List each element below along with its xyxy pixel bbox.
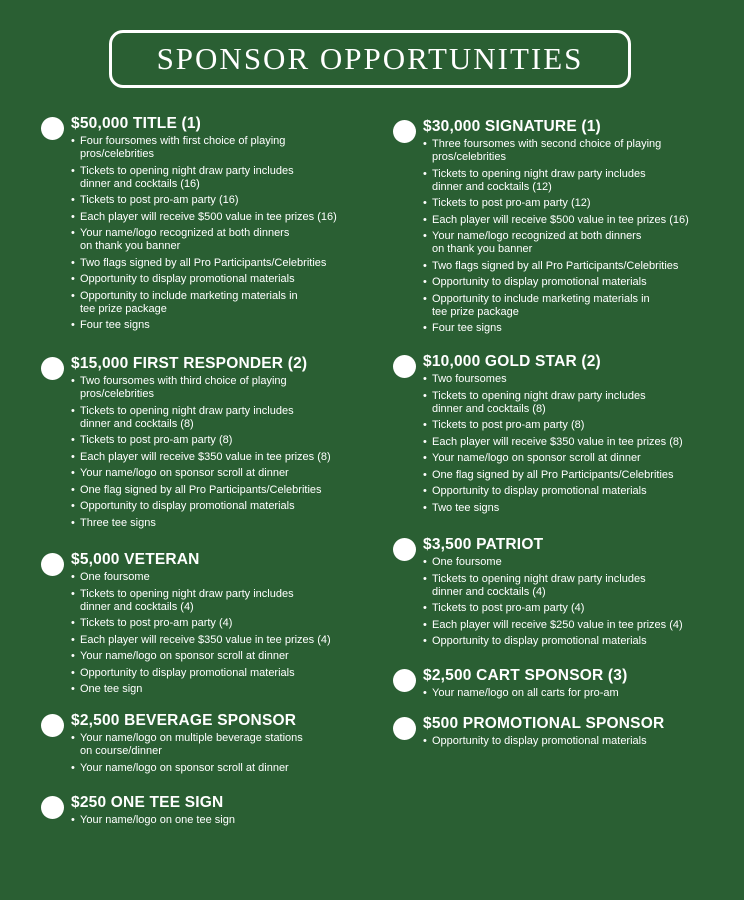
tier-heading: $10,000 GOLD STAR (2) [423,353,601,370]
tier-benefits [423,138,723,339]
benefit-item: • Tickets to opening night draw party includes dinner and cocktails (4) [71,588,371,614]
tier-benefits [71,732,371,778]
tier-benefits [71,814,371,831]
benefit-item: • Each player will receive $500 value in tee prizes (16) [71,211,371,224]
benefit-item: • Tickets to opening night draw party includes dinner and cocktails (12) [423,168,723,194]
benefit-item: • Each player will receive $350 value in tee prizes (8) [423,436,723,449]
bullet-circle-icon [393,355,416,378]
tier-heading: $50,000 TITLE (1) [71,115,202,132]
bullet-circle-icon [41,553,64,576]
benefit-item: • Your name/logo on all carts for pro-am [423,687,723,700]
bullet-circle-icon [41,117,64,140]
benefit-item: • Your name/logo on sponsor scroll at dinner [423,452,723,465]
benefit-item: • Opportunity to display promotional materials [71,667,371,680]
tier-heading: $5,000 VETERAN [71,551,200,568]
benefit-item: • Tickets to opening night draw party includes dinner and cocktails (16) [71,165,371,191]
tier-benefits [71,135,371,336]
benefit-item: • Tickets to post pro-am party (4) [423,602,723,615]
benefit-item: • Your name/logo on sponsor scroll at dinner [71,762,371,775]
bullet-circle-icon [393,538,416,561]
bullet-circle-icon [393,120,416,143]
benefit-item: • One flag signed by all Pro Participants/Celebrities [71,484,371,497]
benefit-item: • Four tee signs [423,322,723,335]
benefit-item: • Each player will receive $250 value in tee prizes (4) [423,619,723,632]
benefit-item: • Two tee signs [423,502,723,515]
tier-heading: $250 ONE TEE SIGN [71,794,224,811]
bullet-circle-icon [41,796,64,819]
benefit-item: • Your name/logo on multiple beverage stations on course/dinner [71,732,371,758]
benefit-item: • Tickets to opening night draw party includes dinner and cocktails (4) [423,573,723,599]
benefit-item: • Each player will receive $350 value in tee prizes (8) [71,451,371,464]
bullet-circle-icon [393,717,416,740]
benefit-item: • One tee sign [71,683,371,696]
benefit-item: • Opportunity to display promotional materials [423,276,723,289]
header-banner [109,30,631,88]
tier-heading: $2,500 BEVERAGE SPONSOR [71,712,297,729]
benefit-item: • Your name/logo on sponsor scroll at dinner [71,467,371,480]
benefit-item: • Three foursomes with second choice of playing pros/celebrities [423,138,723,164]
benefit-item: • Tickets to post pro-am party (8) [423,419,723,432]
tier-benefits [423,735,723,752]
benefit-item: • Tickets to post pro-am party (8) [71,434,371,447]
tier-benefits [71,571,371,700]
benefit-item: • Opportunity to include marketing materials in tee prize package [423,293,723,319]
benefit-item: • Four tee signs [71,319,371,332]
benefit-item: • Opportunity to display promotional materials [423,735,723,748]
benefit-item: • Tickets to opening night draw party includes dinner and cocktails (8) [423,390,723,416]
benefit-item: • Tickets to opening night draw party includes dinner and cocktails (8) [71,405,371,431]
benefit-item: • Two flags signed by all Pro Participants/Celebrities [71,257,371,270]
tier-heading: $15,000 FIRST RESPONDER (2) [71,355,308,372]
benefit-item: • Three tee signs [71,517,371,530]
benefit-item: • Tickets to post pro-am party (16) [71,194,371,207]
tier-benefits [423,373,723,518]
page-title: SPONSOR OPPORTUNITIES [156,41,584,76]
bullet-circle-icon [393,669,416,692]
tier-benefits [423,556,723,652]
benefit-item: • Opportunity to display promotional materials [423,635,723,648]
benefit-item: • One foursome [423,556,723,569]
tier-heading: $500 PROMOTIONAL SPONSOR [423,715,665,732]
tier-heading: $2,500 CART SPONSOR (3) [423,667,628,684]
benefit-item: • One flag signed by all Pro Participants/Celebrities [423,469,723,482]
benefit-item: • Two flags signed by all Pro Participants/Celebrities [423,260,723,273]
benefit-item: • Tickets to post pro-am party (12) [423,197,723,210]
benefit-item: • Opportunity to display promotional materials [423,485,723,498]
benefit-item: • Each player will receive $350 value in tee prizes (4) [71,634,371,647]
benefit-item: • Your name/logo on one tee sign [71,814,371,827]
tier-benefits [423,687,723,704]
benefit-item: • Your name/logo on sponsor scroll at dinner [71,650,371,663]
benefit-item: • Your name/logo recognized at both dinners on thank you banner [71,227,371,253]
benefit-item: • One foursome [71,571,371,584]
benefit-item: • Two foursomes with third choice of playing pros/celebrities [71,375,371,401]
tier-heading: $3,500 PATRIOT [423,536,544,553]
bullet-circle-icon [41,357,64,380]
bullet-circle-icon [41,714,64,737]
benefit-item: • Your name/logo recognized at both dinners on thank you banner [423,230,723,256]
benefit-item: • Opportunity to display promotional materials [71,273,371,286]
tier-benefits [71,375,371,533]
benefit-item: • Four foursomes with first choice of playing pros/celebrities [71,135,371,161]
benefit-item: • Opportunity to include marketing materials in tee prize package [71,290,371,316]
benefit-item: • Opportunity to display promotional materials [71,500,371,513]
benefit-item: • Two foursomes [423,373,723,386]
tier-heading: $30,000 SIGNATURE (1) [423,118,601,135]
benefit-item: • Each player will receive $500 value in tee prizes (16) [423,214,723,227]
benefit-item: • Tickets to post pro-am party (4) [71,617,371,630]
